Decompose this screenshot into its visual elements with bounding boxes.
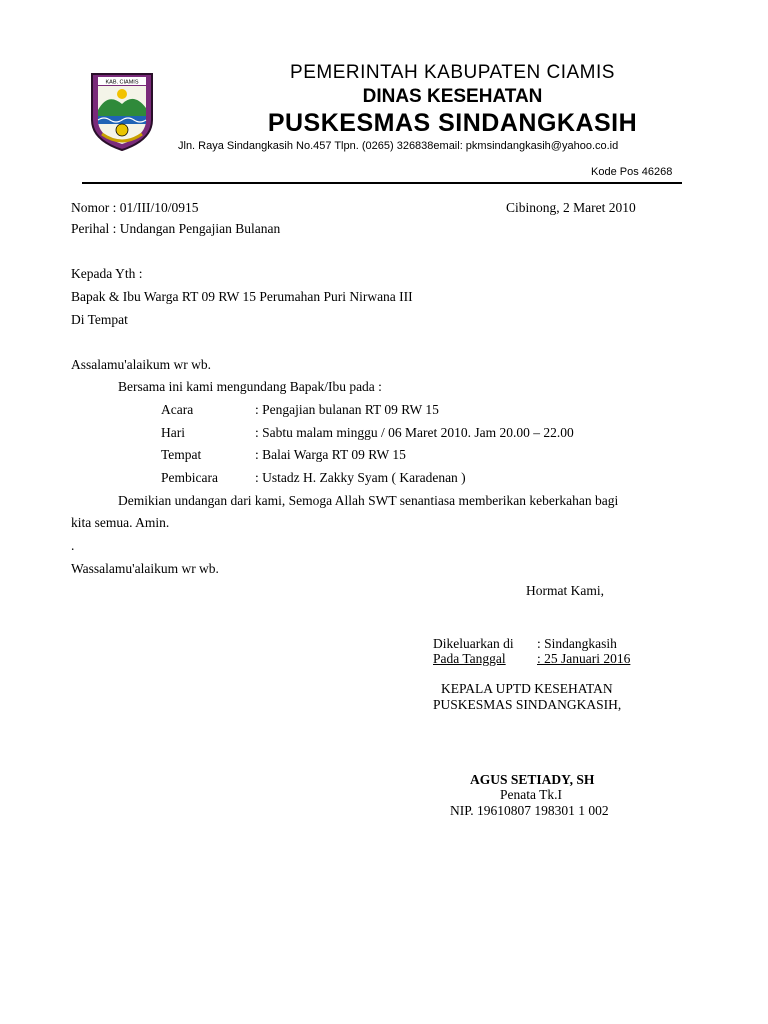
institution-name: PUSKESMAS SINDANGKASIH xyxy=(267,109,638,137)
detail-label-acara: Acara xyxy=(161,402,194,417)
detail-label-pembicara: Pembicara xyxy=(161,470,218,485)
detail-label-tempat: Tempat xyxy=(161,447,202,462)
institution-address: Jln. Raya Sindangkasih No.457 Tlpn. (0265) 326838email: pkmsindangkasih@yahoo.co.id xyxy=(178,140,619,152)
farewell: Wassalamu'alaikum wr wb. xyxy=(71,561,219,576)
issued-at-label: Dikeluarkan di xyxy=(433,636,514,651)
separator-dot: . xyxy=(71,538,75,553)
place-date: Cibinong, 2 Maret 2010 xyxy=(506,200,636,215)
signatory-title-line-1: KEPALA UPTD KESEHATAN xyxy=(441,681,613,696)
detail-value-acara: : Pengajian bulanan RT 09 RW 15 xyxy=(255,402,439,417)
signatory-rank: Penata Tk.I xyxy=(500,787,562,802)
signatory-name: AGUS SETIADY, SH xyxy=(470,772,595,787)
greeting: Assalamu'alaikum wr wb. xyxy=(71,357,212,372)
letter-subject: Perihal : Undangan Pengajian Bulanan xyxy=(71,221,281,236)
recipient-label: Kepada Yth : xyxy=(71,266,143,281)
signatory-title-line-2: PUSKESMAS SINDANGKASIH, xyxy=(433,697,622,712)
respect-closing: Hormat Kami, xyxy=(526,583,604,598)
detail-value-tempat: : Balai Warga RT 09 RW 15 xyxy=(255,447,406,462)
postal-code: Kode Pos 46268 xyxy=(591,166,673,178)
detail-label-hari: Hari xyxy=(161,425,185,440)
detail-value-hari: : Sabtu malam minggu / 06 Maret 2010. Jam 20.00 – 22.00 xyxy=(255,425,574,440)
closing-line-1: Demikian undangan dari kami, Semoga Allah SWT senantiasa memberikan keberkahan bagi xyxy=(118,493,619,508)
department-name: DINAS KESEHATAN xyxy=(362,86,543,107)
letterhead-divider xyxy=(82,182,682,184)
signatory-nip: NIP. 19610807 198301 1 002 xyxy=(450,803,609,818)
ciamis-emblem-logo xyxy=(88,70,156,152)
logo-text: KAB. CIAMIS xyxy=(105,79,139,86)
government-name: PEMERINTAH KABUPATEN CIAMIS xyxy=(290,62,615,83)
issued-at-value: : Sindangkasih xyxy=(537,636,617,651)
detail-value-pembicara: : Ustadz H. Zakky Syam ( Karadenan ) xyxy=(255,470,466,485)
intro-line: Bersama ini kami mengundang Bapak/Ibu pada : xyxy=(118,379,382,394)
letter-number: Nomor : 01/III/10/0915 xyxy=(71,200,199,215)
recipient-place: Di Tempat xyxy=(71,312,128,327)
issued-date-value: : 25 Januari 2016 xyxy=(537,651,631,666)
issued-date-label: Pada Tanggal xyxy=(433,651,506,666)
recipient-name: Bapak & Ibu Warga RT 09 RW 15 Perumahan Puri Nirwana III xyxy=(71,289,413,304)
closing-line-2: kita semua. Amin. xyxy=(71,515,170,530)
